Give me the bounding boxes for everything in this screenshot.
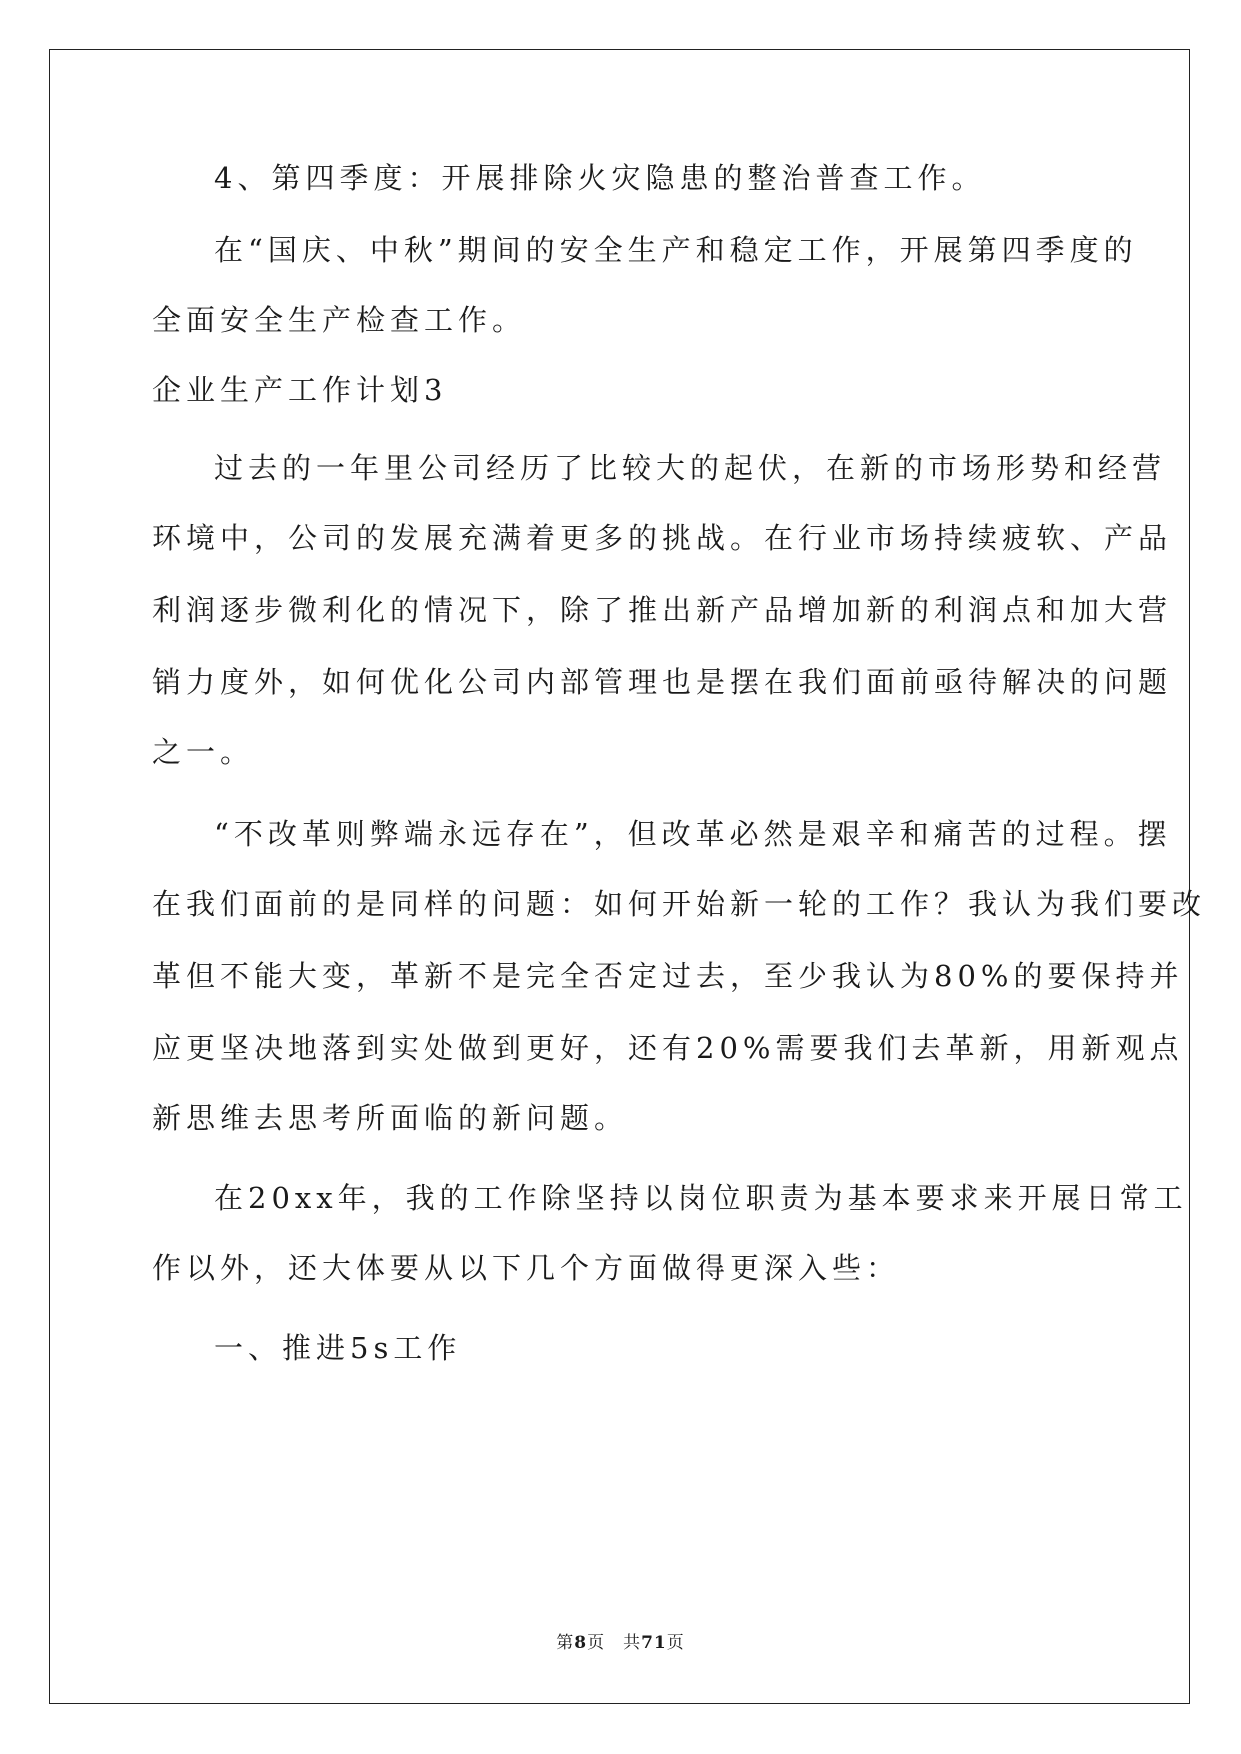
page-footer (0, 1628, 1241, 1653)
paragraph-line: 在“国庆、中秋”期间的安全生产和稳定工作，开展第四季度的 (214, 233, 1138, 267)
paragraph-line: 在20xx年，我的工作除坚持以岗位职责为基本要求来开展日常工 (214, 1181, 1188, 1215)
paragraph-line: 4、第四季度：开展排除火灾隐患的整治普查工作。 (214, 161, 986, 195)
paragraph-line: 过去的一年里公司经历了比较大的起伏，在新的市场形势和经营 (214, 451, 1167, 485)
paragraph-line: 应更坚决地落到实处做到更好，还有20%需要我们去革新，用新观点 (152, 1031, 1184, 1065)
current-page-number: 8 (574, 1633, 588, 1653)
paragraph-line: 环境中，公司的发展充满着更多的挑战。在行业市场持续疲软、产品 (152, 521, 1173, 555)
list-item-heading: 一、推进5s工作 (214, 1331, 462, 1365)
paragraph-line: 利润逐步微利化的情况下，除了推出新产品增加新的利润点和加大营 (152, 593, 1173, 627)
page-border (49, 49, 1190, 1704)
paragraph-line: 销力度外，如何优化公司内部管理也是摆在我们面前亟待解决的问题 (152, 665, 1173, 699)
paragraph-line: “不改革则弊端永远存在”，但改革必然是艰辛和痛苦的过程。摆 (214, 817, 1172, 851)
paragraph-line: 全面安全生产检查工作。 (152, 303, 527, 337)
section-heading: 企业生产工作计划3 (152, 373, 448, 407)
footer-prefix: 第 (556, 1633, 575, 1653)
paragraph-line: 之一。 (152, 735, 255, 769)
paragraph-line: 新思维去思考所面临的新问题。 (152, 1101, 629, 1135)
paragraph-line: 革但不能大变，革新不是完全否定过去，至少我认为80%的要保持并 (152, 959, 1184, 993)
total-page-count: 71 (641, 1633, 667, 1653)
paragraph-line: 在我们面前的是同样的问题：如何开始新一轮的工作？我认为我们要改 (152, 887, 1207, 921)
paragraph-line: 作以外，还大体要从以下几个方面做得更深入些： (152, 1251, 901, 1285)
footer-suffix: 页 (666, 1633, 685, 1653)
footer-middle: 页 共 (587, 1633, 642, 1653)
